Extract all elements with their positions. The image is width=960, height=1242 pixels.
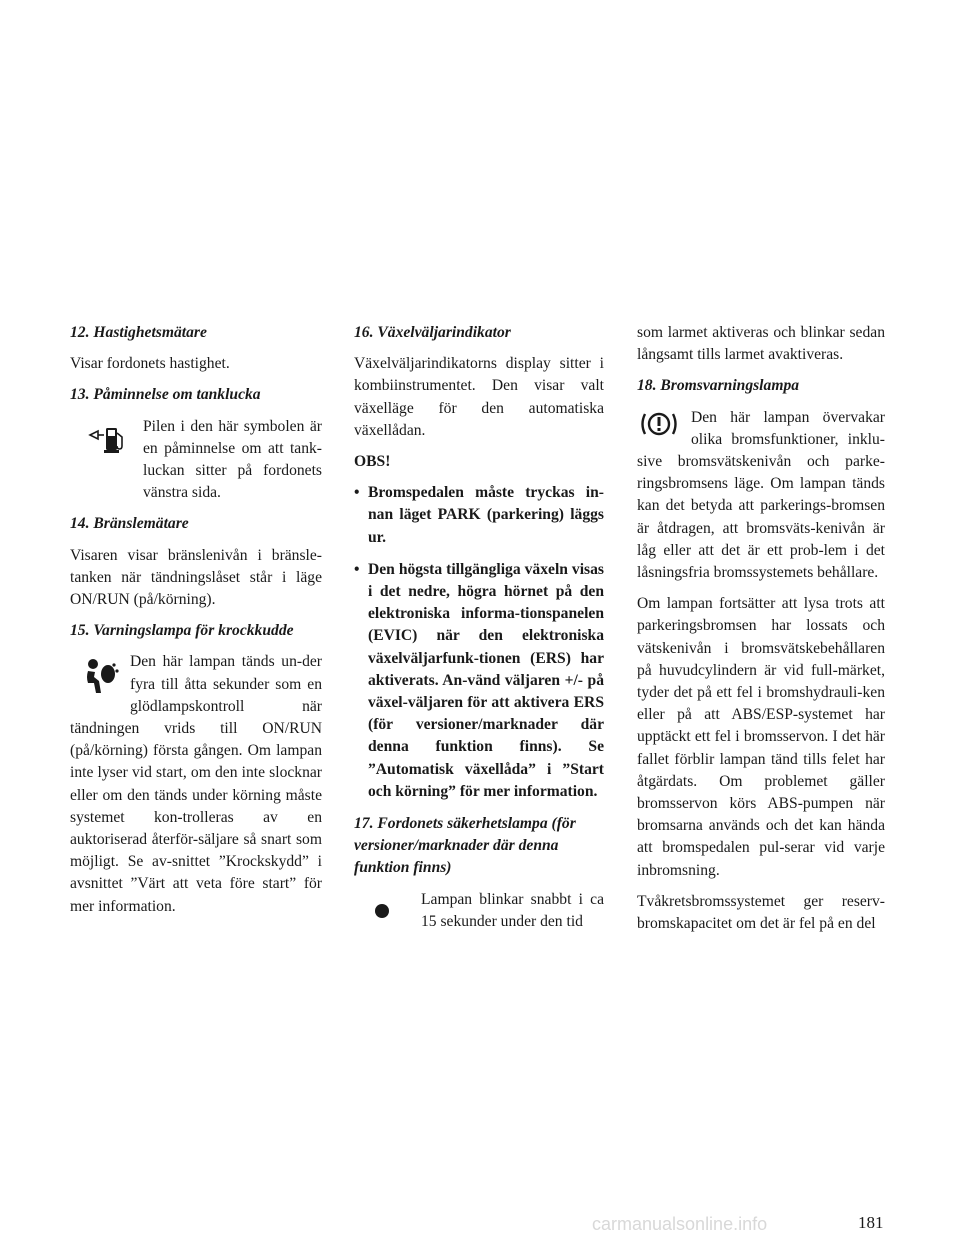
text-18b: Om lampan fortsätter att lysa trots att parkeringsbromsen har lossats och vätskenivån i bromsvätskebehållaren på huvudcylindern är vid full-märket, tyder det på ett fel i bromshydrauli-ken eller på att ABS/ESP-systemet har upptäckt ett fel i bromsservon. I det här fallet förblir lampan tänd tills felet har åtgärdats. Om problemet gäller bromsservon körs ABS-pumpen när bromsarna används och det kan hända att bromspedalen pul-serar vid varje inbromsning. <box>637 595 885 879</box>
fuel-pump-icon <box>88 424 128 465</box>
heading-13: 13. Påminnelse om tanklucka <box>70 386 261 404</box>
bullet-icon: • <box>354 484 360 502</box>
heading-18: 18. Bromsvarningslampa <box>637 377 800 395</box>
text-17: Lampan blinkar snabbt i ca 15 sekunder under den tid <box>421 890 604 930</box>
list-item <box>354 559 604 803</box>
text-14: Visaren visar bränslenivån i bränsle-tanken när tändningslåset står i läge ON/RUN (på/körning). <box>70 546 322 609</box>
security-lamp-icon <box>374 903 390 926</box>
text-15: Den här lampan tänds un-der fyra till åtta sekunder som en glödlampskontroll när tändningen vrids till ON/RUN (på/körning) första gången. Om lampan inte lyser vid start, om den inte slocknar eller om den tänds under körning måste systemet kon-trolleras av en auktoriserad återför-säljare så snart som möjligt. Se av-snittet ”Krockskydd” i avsnittet ”Värt att veta före start” för mer information. <box>70 653 322 915</box>
bullet-icon: • <box>354 560 360 578</box>
note-list <box>354 482 604 803</box>
text-16: Växelväljarindikatorns display sitter i kombiinstrumentet. Den visar valt växelläge för den automatiska växellådan. <box>354 355 604 439</box>
list-item <box>354 482 604 549</box>
brake-warning-icon <box>637 409 691 449</box>
airbag-block <box>70 651 322 917</box>
brake-warning-block <box>637 407 885 585</box>
heading-14: 14. Bränslemätare <box>70 515 189 533</box>
text-13: Pilen i den här symbolen är en påminnelse om att tank-luckan sitter på fordonets vänstra sida. <box>143 417 322 502</box>
security-lamp-block <box>354 889 604 933</box>
fuel-door-block <box>70 416 322 505</box>
column-3 <box>637 322 885 944</box>
airbag-icon <box>80 657 140 723</box>
heading-17: 17. Fordonets säkerhetslampa (för versioner/marknader där denna funktion finns) <box>354 815 576 877</box>
note-label: OBS! <box>354 453 391 471</box>
text-12: Visar fordonets hastighet. <box>70 355 230 373</box>
text-18a: Den här lampan övervakar olika bromsfunktioner, inklu-sive bromsvätskenivån och parke-ringsbromsens läge. Om lampan tänds kan det betyda att parkerings-bromsen är åtdragen, att bromsväts-kenivån är låg eller att det är ett prob-lem i det låsningsfria bromssystemets behållare. <box>637 408 885 582</box>
watermark: carmanualsonline.info <box>592 1214 768 1234</box>
column-2 <box>354 322 604 942</box>
page-number: 181 <box>858 1213 884 1232</box>
list-item-text: Den högsta tillgängliga växeln visas i det nedre, högra hörnet på den elektroniska informa-tionspanelen (EVIC) när den elektroniska växelväljarfunk-tionen (ERS) har aktiverats. An-vänd väljaren +/- på växel-väljaren för att aktivera ERS (för versioner/marknader där denna funktion finns). Se ”Automatisk växellåda” i ”Start och körning” för mer information. <box>368 560 604 800</box>
column-1 <box>70 322 322 927</box>
heading-12: 12. Hastighetsmätare <box>70 324 207 341</box>
text-18c: Tvåkretsbromssystemet ger reserv-bromskapacitet om det är fel på en del <box>637 892 885 933</box>
list-item-text: Bromspedalen måste tryckas in-nan läget PARK (parkering) läggs ur. <box>368 484 604 546</box>
heading-16: 16. Växelväljarindikator <box>354 324 511 341</box>
heading-15: 15. Varningslampa för krockkudde <box>70 622 294 640</box>
text-17-continued: som larmet aktiveras och blinkar sedan långsamt tills larmet avaktiveras. <box>637 324 885 364</box>
